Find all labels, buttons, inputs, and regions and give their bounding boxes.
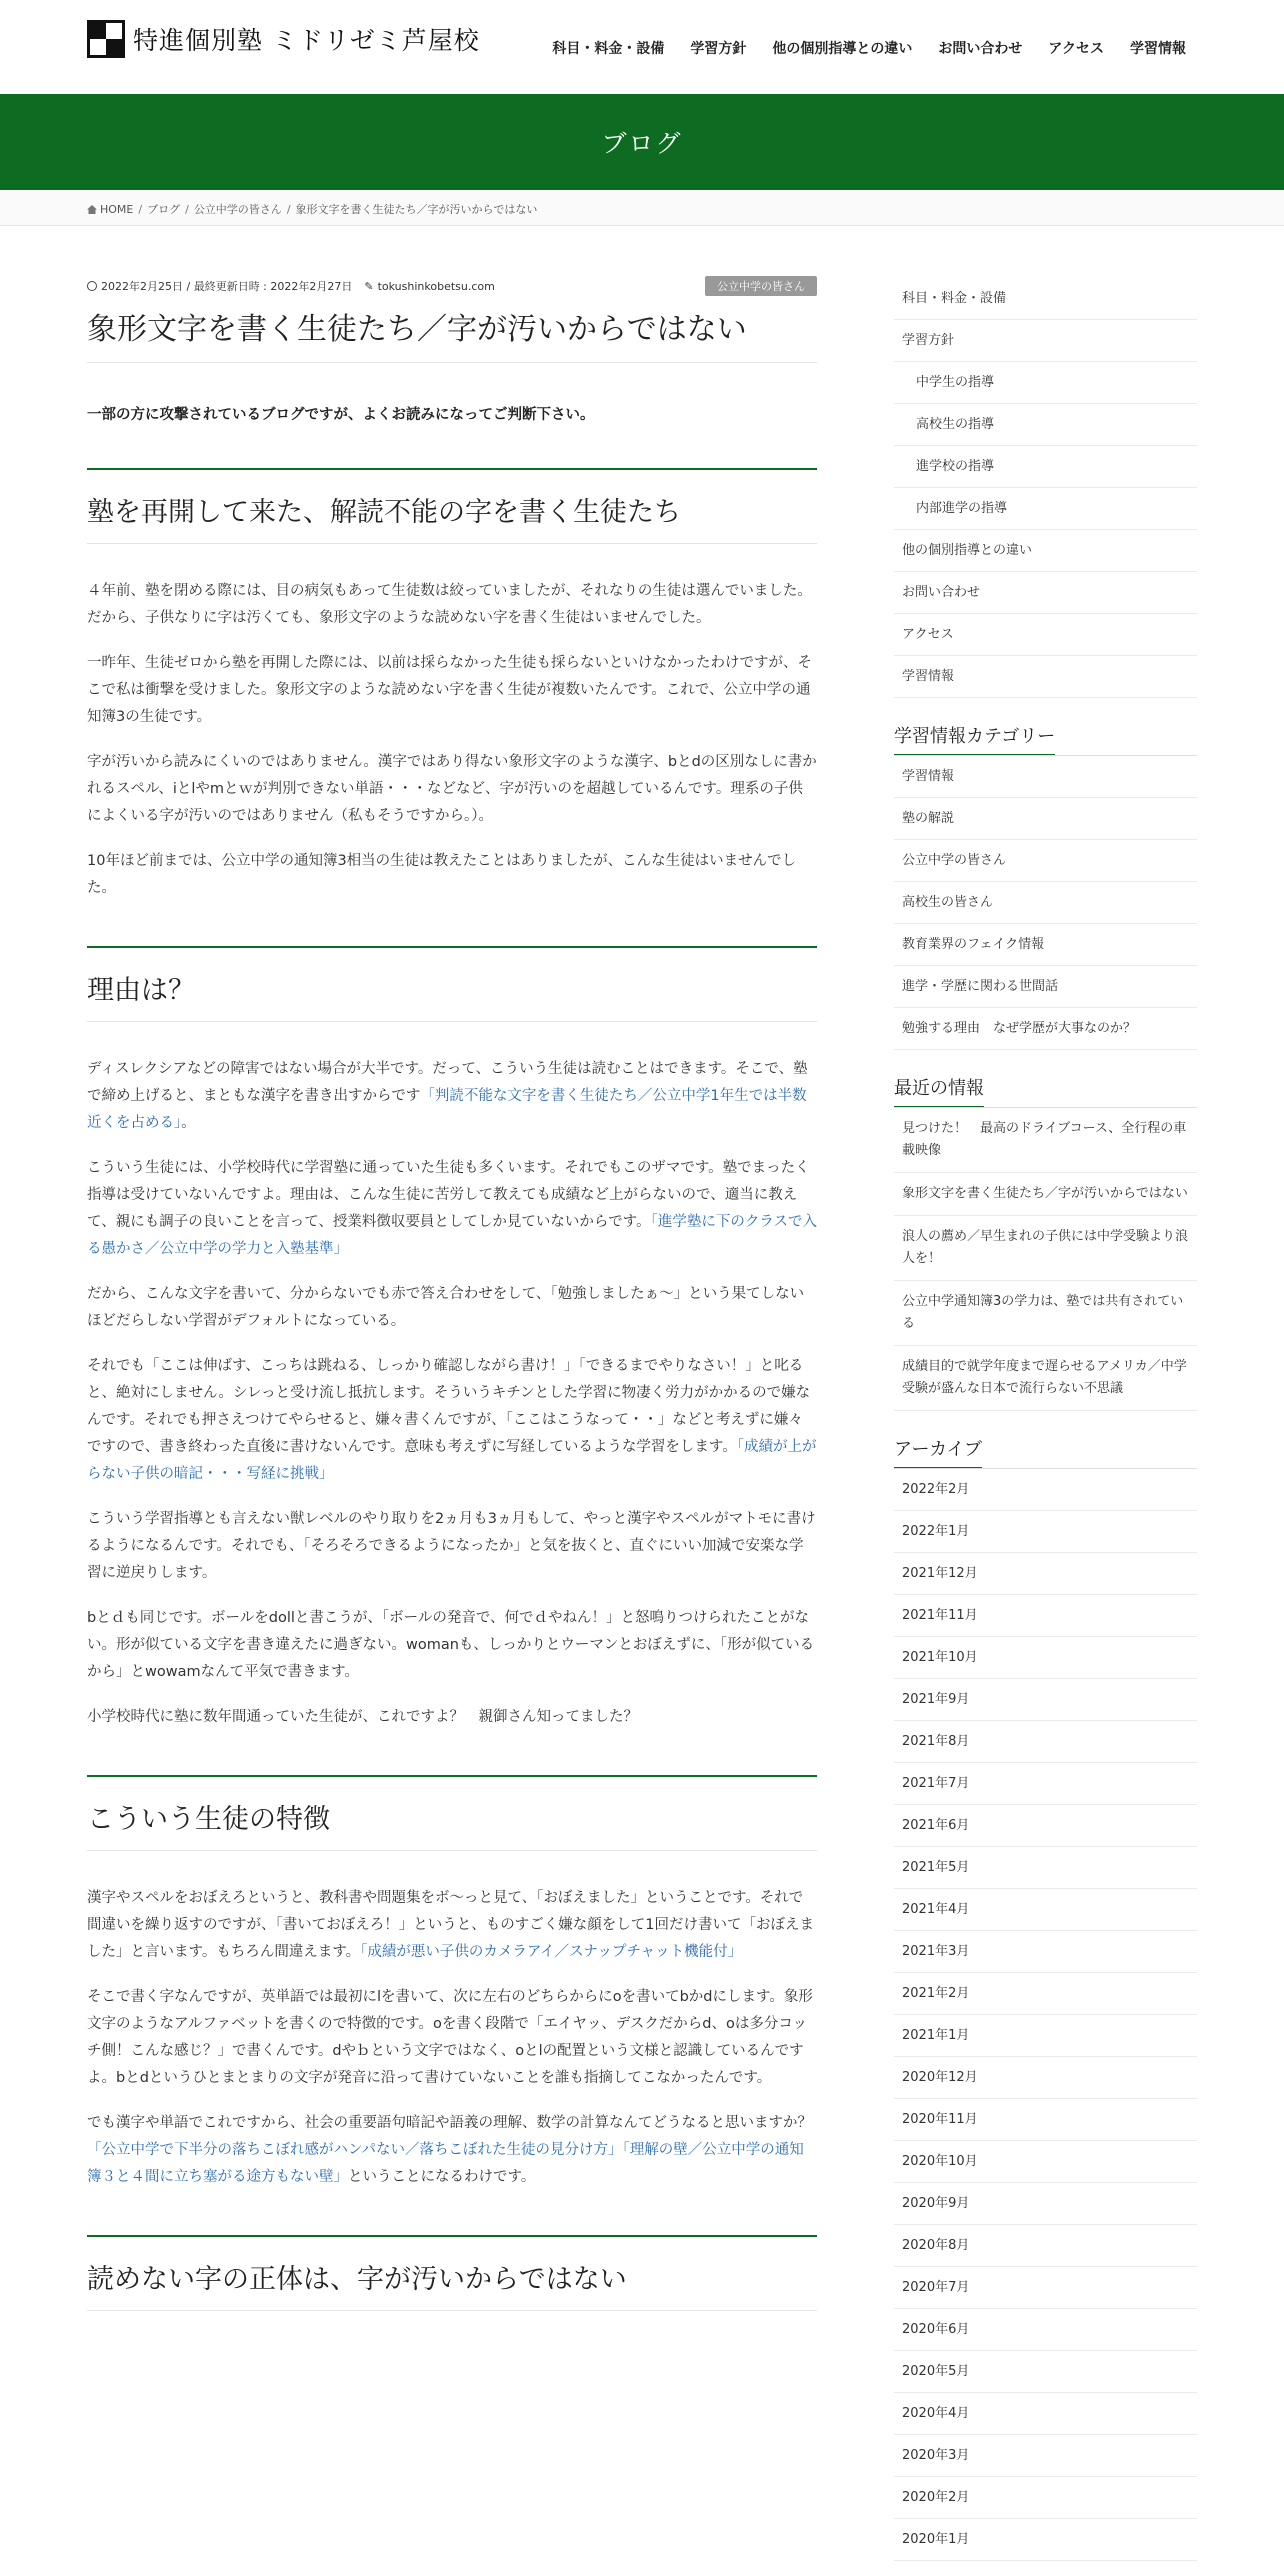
paragraph-text: でも漢字や単語でこれですから、社会の重要語句暗記や語義の理解、数学の計算なんてどうなると思いますか？ [87,2115,812,2131]
post-article [87,278,817,2311]
sidebar-menu-subitem[interactable]: 進学校の指導 [894,446,1197,488]
sidebar-menu-item[interactable]: 学習情報 [894,656,1197,698]
article-link[interactable]: 「理解の壁／公立中学の通知簿３と４間に立ち塞がる途方もない壁」 [87,2142,804,2185]
breadcrumb-category[interactable]: 公立中学の皆さん [193,203,282,216]
paragraph: こういう学習指導とも言えない獣レベルのやり取りを2ヵ月も3ヵ月もして、やっと漢字やスペルがマトモに書けるようになるんです。それでも、「そろそろできるようになったか」と気を抜くと、直ぐにいい加減で安楽な学習に逆戻りします。 [87,1511,816,1581]
paragraph: ４年前、塾を閉める際には、目の病気もあって生徒数は絞っていましたが、それなりの生徒は選んでいました。だから、子供なりに字は汚くても、象形文字のような読めない字を書く生徒はいませんでした。 [87,583,812,626]
breadcrumb-separator: / [138,203,143,216]
recent-list [894,1108,1197,1411]
recent-item[interactable]: 見つけた！ 最高のドライブコース、全行程の車載映像 [894,1108,1197,1173]
category-item[interactable]: 高校生の皆さん [894,882,1197,924]
category-badge[interactable]: 公立中学の皆さん [705,276,817,296]
post-section [87,1775,817,2191]
paragraph: そこで書く字なんですが、英単語では最初にlを書いて、次に左右のどちらからにoを書いてbかdにします。象形文字のようなアルファベットを書くので特徴的です。oを書く段階で「エイヤッ、デスクだからd、oは多分コッチ側！こんな感じ？」で書くんです。dやｂという文字ではなく、oとlの配置という文様と認識しているんですよ。bとdというひとまとまりの文字が発音に沿って書けていないことを誰も指摘してこなかったんです。 [87,1989,813,2086]
archive-item[interactable]: 2020年7月 [894,2267,1197,2309]
archive-item[interactable]: 2022年1月 [894,1511,1197,1553]
paragraph-text: ディスレクシアなどの障害ではない場合が大半です。だって、こういう生徒は読むことはできます。そこで、塾で締め上げると、まともな漢字を書き出すからです [87,1061,808,1104]
recent-heading: 最近の情報 [894,1074,984,1107]
page-banner [0,94,1284,190]
paragraph-text: それでも「ここは伸ばす、こっちは跳ねる、しっかり確認しながら書け！」「できるまでやりなさい！」と叱ると、絶対にしません。シレっと受け流し抵抗します。そういうキチンとした学習に物凄く労力がかかるので嫌なんです。それでも押さえつけてやらせると、嫌々書くんですが、「ここはこうなって・・」などと考えずに嫌々ですので、書き終わった直後に書けないんです。意味も考えずに写経しているような学習をします。 [87,1358,811,1455]
section-heading: こういう生徒の特徴 [87,1775,817,1851]
nav-differences[interactable]: 他の個別指導との違い [772,41,913,57]
nav-access[interactable]: アクセス [1048,41,1104,57]
archive-item[interactable]: 2021年2月 [894,1973,1197,2015]
archive-item[interactable]: 2021年4月 [894,1889,1197,1931]
nav-policy[interactable]: 学習方針 [690,41,747,57]
post-title: 象形文字を書く生徒たち／字が汚いからではない [87,304,817,363]
breadcrumb-separator: / [286,203,291,216]
site-logo[interactable] [87,20,480,58]
paragraph-text: 。 [181,1115,196,1131]
sidebar-menu [894,278,1197,698]
sidebar-menu-subitem[interactable]: 中学生の指導 [894,362,1197,404]
archive-item[interactable]: 2020年8月 [894,2225,1197,2267]
article-link[interactable]: 「判読不能な文字を書く生徒たち／公立中学1年生では半数近くを占める」 [87,1088,807,1131]
page-banner-title: ブログ [601,129,683,158]
sidebar-menu-item[interactable]: 学習方針 [894,320,1197,362]
post-meta [87,278,817,300]
archive-list [894,1469,1197,2561]
section-heading: 理由は？ [87,946,817,1022]
post-lead: 一部の方に攻撃されているブログですが、よくお読みになってご判断下さい。 [87,407,595,423]
archive-item[interactable]: 2021年8月 [894,1721,1197,1763]
post-section [87,2235,817,2311]
archive-item[interactable]: 2020年5月 [894,2351,1197,2393]
breadcrumb-blog[interactable]: ブログ [147,203,181,216]
recent-item[interactable]: 公立中学通知簿3の学力は、塾では共有されている [894,1281,1197,1346]
archive-item[interactable]: 2020年4月 [894,2393,1197,2435]
breadcrumb-current: 象形文字を書く生徒たち／字が汚いからではない [295,203,538,216]
archive-item[interactable]: 2021年10月 [894,1637,1197,1679]
logo-mark-icon [87,20,125,58]
paragraph: 小学校時代に塾に数年間通っていた生徒が、これですよ？ 親御さん知ってました？ [87,1709,638,1725]
nav-subjects-fees[interactable]: 科目・料金・設備 [552,41,665,57]
paragraph-text: ということになるわけです。 [348,2169,536,2185]
nav-study-info[interactable]: 学習情報 [1130,41,1186,57]
category-heading: 学習情報カテゴリー [894,722,1055,755]
paragraph [87,1056,817,1137]
archive-item[interactable]: 2021年12月 [894,1553,1197,1595]
clock-icon [87,281,97,291]
archive-item[interactable]: 2021年1月 [894,2015,1197,2057]
article-link[interactable]: 「成績が悪い子供のカメラアイ／スナップチャット機能付」 [360,1944,743,1960]
paragraph: bとｄも同じです。ボールをdollと書こうが、「ボールの発音で、何でｄやねん！」と怒鳴りつけられたことがない。形が似ている文字を書き違えたに過ぎない。womanも、しっかりとウーマンとおぼえずに、「形が似ているから」とwowamなんて平気で書きます。 [87,1610,815,1680]
recent-item[interactable]: 成績目的で就学年度まで遅らせるアメリカ／中学受験が盛んな日本で流行らない不思議 [894,1346,1197,1411]
section-heading: 読めない字の正体は、字が汚いからではない [87,2235,817,2311]
archive-item[interactable]: 2020年1月 [894,2519,1197,2561]
sidebar-menu-item[interactable]: 科目・料金・設備 [894,278,1197,320]
pen-icon: ✎ [364,280,374,293]
archive-item[interactable]: 2021年6月 [894,1805,1197,1847]
archive-heading: アーカイブ [894,1435,982,1468]
article-link[interactable]: 「進学塾に下のクラスで入る愚かさ／公立中学の学力と入塾基準」 [87,1214,817,1257]
category-item[interactable]: 勉強する理由 なぜ学歴が大事なのか？ [894,1008,1197,1050]
archive-item[interactable]: 2021年7月 [894,1763,1197,1805]
sidebar-menu-subitem[interactable]: 高校生の指導 [894,404,1197,446]
category-item[interactable]: 進学・学歴に関わる世間話 [894,966,1197,1008]
category-item[interactable]: 教育業界のフェイク情報 [894,924,1197,966]
paragraph: 10年ほど前までは、公立中学の通知簿3相当の生徒は教えたことはありましたが、こんな生徒はいませんでした。 [87,853,797,896]
sidebar-menu-item[interactable]: お問い合わせ [894,572,1197,614]
paragraph [87,1155,817,1263]
paragraph [87,2110,817,2191]
breadcrumb-separator: / [185,203,189,216]
post-section [87,468,817,902]
archive-item[interactable]: 2020年2月 [894,2477,1197,2519]
paragraph [87,1353,817,1488]
global-nav [552,38,1186,58]
sidebar-menu-subitem[interactable]: 内部進学の指導 [894,488,1197,530]
archive-item[interactable]: 2021年5月 [894,1847,1197,1889]
breadcrumb-home[interactable]: HOME [100,203,134,216]
archive-item[interactable]: 2020年11月 [894,2099,1197,2141]
sidebar-menu-item[interactable]: 他の個別指導との違い [894,530,1197,572]
post-author: tokushinkobetsu.com [377,280,495,293]
archive-item[interactable]: 2020年9月 [894,2183,1197,2225]
home-icon [87,205,97,214]
archive-item[interactable]: 2021年11月 [894,1595,1197,1637]
archive-item[interactable]: 2022年2月 [894,1469,1197,1511]
archive-item[interactable]: 2020年12月 [894,2057,1197,2099]
paragraph-text: こういう生徒には、小学校時代に学習塾に通っていた生徒も多くいます。それでもこのザマです。塾でまったく指導は受けていないんですよ。理由は、こんな生徒に苦労して教えても成績など上がらないので、適当に教えて、親にも調子の良いことを言って、授業料徴収要員としてしか見ていないからです。 [87,1160,810,1230]
paragraph: 字が汚いから読みにくいのではありません。漢字ではあり得ない象形文字のような漢字、bとdの区別なしに書かれるスペル、iとlやmとｗが判別できない単語・・・などなど、字が汚いのを超越しているんです。理系の子供によくいる字が汚いのではありません（私もそうですから。）。 [87,754,817,824]
category-item[interactable]: 塾の解説 [894,798,1197,840]
article-link[interactable]: 「公立中学で下半分の落ちこぼれ感がハンパない／落ちこぼれた生徒の見分け方」 [87,2142,623,2158]
archive-item[interactable]: 2020年10月 [894,2141,1197,2183]
site-name: 特進個別塾 ミドリゼミ芦屋校 [133,26,480,55]
post-section [87,946,817,1731]
post-date: 2022年2月25日 / 最終更新日時 : 2022年2月27日 [101,280,353,293]
archive-item[interactable]: 2020年3月 [894,2435,1197,2477]
paragraph [87,1885,817,1966]
category-item[interactable]: 学習情報 [894,756,1197,798]
sidebar [894,278,1197,2561]
archive-item[interactable]: 2020年6月 [894,2309,1197,2351]
archive-item[interactable]: 2021年3月 [894,1931,1197,1973]
paragraph-text: 漢字やスペルをおぼえろというと、教科書や問題集をボ～っと見て、「おぼえました」ということです。それで間違いを繰り返すのですが、「書いておぼえろ！」というと、ものすごく嫌な顔をして1回だけ書いて「おぼえました」と言います。もちろん間違えます。 [87,1890,814,1960]
nav-contact[interactable]: お問い合わせ [938,41,1023,57]
recent-item[interactable]: 浪人の薦め／早生まれの子供には中学受験より浪人を！ [894,1216,1197,1281]
section-heading: 塾を再開して来た、解読不能の字を書く生徒たち [87,468,817,544]
sidebar-menu-item[interactable]: アクセス [894,614,1197,656]
breadcrumb [0,190,1284,226]
paragraph: だから、こんな文字を書いて、分からないでも赤で答え合わせをして、「勉強しましたぁ～」という果てしないほどだらしない学習がデフォルトになっている。 [87,1286,805,1329]
category-list [894,756,1197,1050]
category-item[interactable]: 公立中学の皆さん [894,840,1197,882]
paragraph: 一昨年、生徒ゼロから塾を再開した際には、以前は採らなかった生徒も採らないといけなかったわけですが、そこで私は衝撃を受けました。象形文字のような読めない字を書く生徒が複数いたんです。これで、公立中学の通知簿3の生徒です。 [87,655,812,725]
article-link[interactable]: 「成績が上がらない子供の暗記・・・写経に挑戦」 [87,1439,817,1482]
site-header [0,0,1284,94]
archive-item[interactable]: 2021年9月 [894,1679,1197,1721]
recent-item[interactable]: 象形文字を書く生徒たち／字が汚いからではない [894,1173,1197,1216]
